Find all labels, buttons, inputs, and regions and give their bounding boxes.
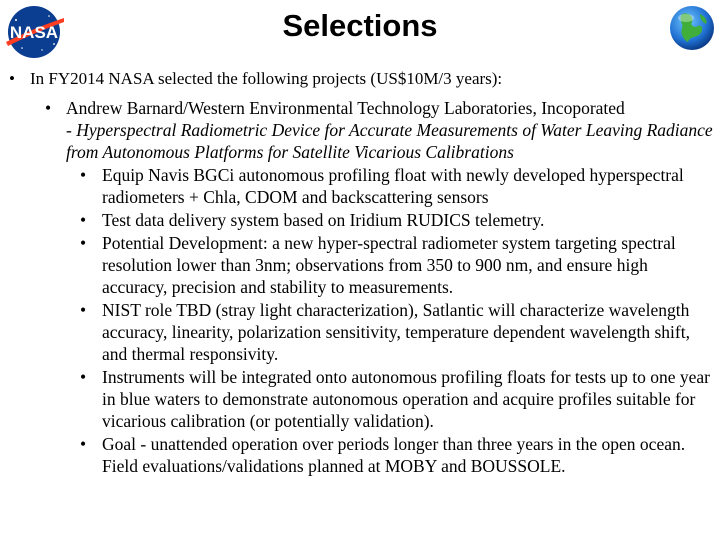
list-item-text: NIST role TBD (stray light characterization), Satlantic will characterize wavelength accuracy, linearity, polarization sensitivity, temperature dependent wavelength shift, and thermal responsivity. bbox=[102, 300, 690, 364]
project-details-list bbox=[0, 165, 720, 478]
bullet-level1-text: In FY2014 NASA selected the following projects (US$10M/3 years): bbox=[30, 69, 503, 88]
bullet-icon: • bbox=[45, 98, 52, 118]
bullet-icon: • bbox=[80, 300, 87, 321]
list-item bbox=[0, 434, 720, 478]
bullet-icon: • bbox=[80, 164, 87, 185]
list-item bbox=[0, 367, 720, 432]
bullet-icon: • bbox=[80, 209, 87, 230]
bullet-level2 bbox=[0, 98, 720, 163]
list-item-text: Equip Navis BGCi autonomous profiling float with newly developed hyperspectral radiometers + Chla, CDOM and backscattering sensors bbox=[102, 164, 684, 207]
bullet-icon: • bbox=[9, 69, 15, 88]
bullet-icon: • bbox=[80, 367, 87, 388]
page-title: Selections bbox=[282, 8, 438, 43]
project-subtitle: - Hyperspectral Radiometric Device for Accurate Measurements of Water Leaving Radiance from Autonomous Platforms for Satellite Vicarious Calibrations bbox=[66, 119, 713, 162]
list-item bbox=[0, 233, 720, 298]
nasa-logo-wordmark: NASA bbox=[9, 23, 59, 42]
list-item bbox=[0, 300, 720, 365]
bullet-icon: • bbox=[80, 433, 87, 454]
bullet-level1 bbox=[0, 68, 720, 90]
list-item bbox=[0, 165, 720, 209]
list-item-text: Goal - unattended operation over periods longer than three years in the open ocean. Field evaluations/validations planned at MOBY and BOUSSOLE. bbox=[102, 433, 686, 476]
slide-content bbox=[0, 68, 720, 478]
project-title: Andrew Barnard/Western Environmental Technology Laboratories, Incoporated bbox=[66, 98, 625, 118]
bullet-icon: • bbox=[80, 233, 87, 254]
list-item-text: Instruments will be integrated onto autonomous profiling floats for tests up to one year in blue waters to demonstrate autonomous operation and acquire profiles suitable for vicarious calibration (or potentially validation). bbox=[102, 367, 711, 431]
list-item-text: Test data delivery system based on Iridium RUDICS telemetry. bbox=[102, 209, 545, 230]
list-item-text: Potential Development: a new hyper-spectral radiometer system targeting spectral resolution lower than 3nm; observations from 350 to 900 nm, and ensure high accuracy, precision and stability to measurements. bbox=[102, 233, 676, 297]
list-item bbox=[0, 210, 720, 232]
